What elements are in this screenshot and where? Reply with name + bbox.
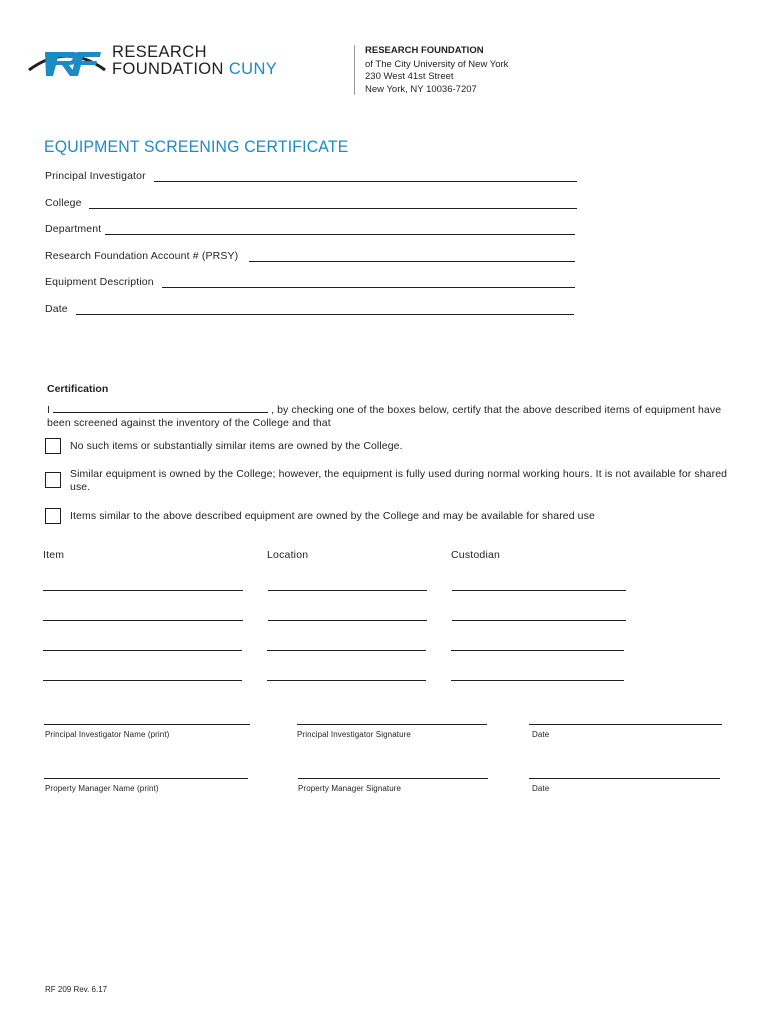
pm-signature-input[interactable] <box>298 778 488 779</box>
item-input-row-1[interactable] <box>43 590 243 591</box>
item-input-row-3[interactable] <box>43 650 242 651</box>
certification-heading: Certification <box>47 383 109 395</box>
item-input-row-2[interactable] <box>43 620 243 621</box>
field-label-college: College <box>45 197 82 209</box>
custodian-input-row-4[interactable] <box>451 680 624 681</box>
pm-name-input[interactable] <box>44 778 248 779</box>
field-label-rf-account: Research Foundation Account # (PRSY) <box>45 250 239 262</box>
column-header-item: Item <box>43 549 65 561</box>
address-line1: of The City University of New York <box>365 59 509 70</box>
option-1-checkbox[interactable] <box>45 438 61 454</box>
address-org: RESEARCH FOUNDATION <box>365 45 484 56</box>
pi-name-input[interactable] <box>44 724 250 725</box>
address-line3: New York, NY 10036-7207 <box>365 84 477 95</box>
custodian-input-row-3[interactable] <box>451 650 624 651</box>
pi-signature-input[interactable] <box>297 724 487 725</box>
custodian-input-row-1[interactable] <box>452 590 626 591</box>
principal-investigator-input[interactable] <box>154 181 577 182</box>
pi-signature-label: Principal Investigator Signature <box>297 730 411 739</box>
location-input-row-2[interactable] <box>268 620 427 621</box>
option-1-label: No such items or substantially similar items are owned by the College. <box>70 440 403 452</box>
rf-account-input[interactable] <box>249 261 575 262</box>
department-input[interactable] <box>105 234 575 235</box>
column-header-custodian: Custodian <box>451 549 501 561</box>
pm-signature-label: Property Manager Signature <box>298 784 402 793</box>
option-3-checkbox[interactable] <box>45 508 61 524</box>
header-divider <box>354 45 355 95</box>
form-revision: RF 209 Rev. 6.17 <box>45 985 108 994</box>
logo-text-foundation: FOUNDATION <box>112 60 224 78</box>
logo-text-foundation-cuny <box>112 61 277 77</box>
item-input-row-4[interactable] <box>43 680 242 681</box>
address-line2: 230 West 41st Street <box>365 71 454 82</box>
equipment-description-input[interactable] <box>162 287 575 288</box>
certification-statement <box>47 403 737 430</box>
college-input[interactable] <box>89 208 577 209</box>
pm-date-label: Date <box>532 784 550 793</box>
rf-logo-icon <box>27 40 107 80</box>
pi-date-label: Date <box>532 730 550 739</box>
pi-date-input[interactable] <box>529 724 722 725</box>
location-input-row-3[interactable] <box>267 650 426 651</box>
field-label-department: Department <box>45 223 102 235</box>
certification-prefix: I <box>47 404 54 416</box>
custodian-input-row-2[interactable] <box>452 620 626 621</box>
column-header-location: Location <box>267 549 309 561</box>
logo-text-research: RESEARCH <box>112 43 207 61</box>
location-input-row-4[interactable] <box>267 680 426 681</box>
certification-suffix: , by checking one of the boxes below, certify that the above described items of equipment have been screened against the inventory of the College and that <box>47 404 722 429</box>
option-3-label: Items similar to the above described equipment are owned by the College and may be available for shared use <box>70 510 595 522</box>
field-label-equipment-description: Equipment Description <box>45 276 154 288</box>
date-input[interactable] <box>76 314 574 315</box>
pm-date-input[interactable] <box>529 778 720 779</box>
pm-name-label: Property Manager Name (print) <box>45 784 159 793</box>
option-2-label: Similar equipment is owned by the College; however, the equipment is fully used during normal working hours. It is not available for shared use. <box>70 468 728 493</box>
logo-text-cuny: CUNY <box>228 60 278 78</box>
location-input-row-1[interactable] <box>268 590 427 591</box>
option-2-checkbox[interactable] <box>45 472 61 488</box>
pi-name-label: Principal Investigator Name (print) <box>45 730 170 739</box>
field-label-date: Date <box>45 303 68 315</box>
field-label-principal-investigator: Principal Investigator <box>45 170 146 182</box>
page-title: EQUIPMENT SCREENING CERTIFICATE <box>44 137 349 156</box>
certifier-name-input[interactable] <box>53 403 268 413</box>
